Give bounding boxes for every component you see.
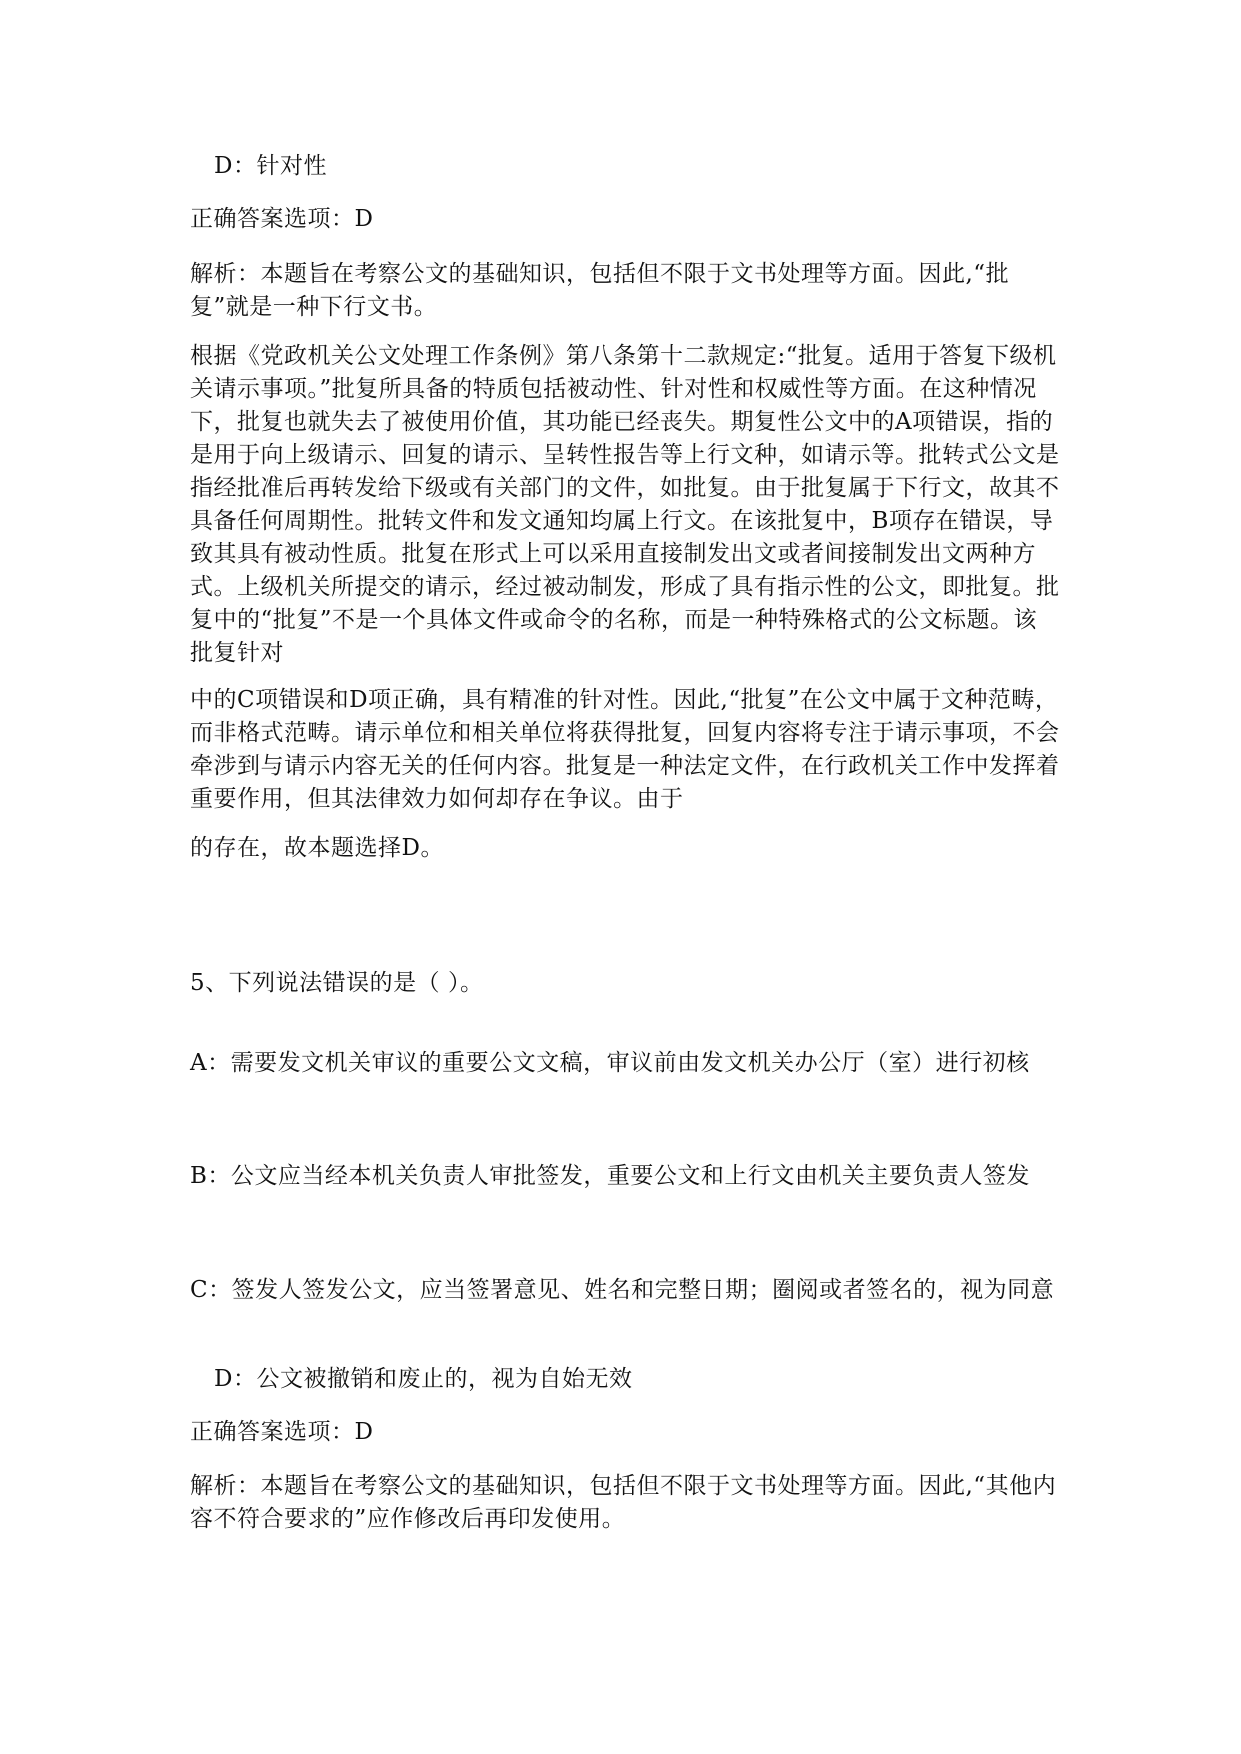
q4-option-d: D：针对性 <box>214 153 327 179</box>
q4-answer: 正确答案选项：D <box>190 206 374 232</box>
q5-answer: 正确答案选项：D <box>190 1419 374 1445</box>
q5-analysis-1: 解析：本题旨在考察公文的基础知识，包括但不限于文书处理等方面。因此,“其他内容不符合要求的”应作修改后再印发使用。 <box>190 1473 1057 1532</box>
q5-question: 5、下列说法错误的是（ ）。 <box>190 970 484 996</box>
q5-option-a: A：需要发文机关审议的重要公文文稿，审议前由发文机关办公厅（室）进行初核 <box>190 1050 1030 1076</box>
q4-analysis-2: 根据《党政机关公文处理工作条例》第八条第十二款规定:“批复。适用于答复下级机关请示事项。”批复所具备的特质包括被动性、针对性和权威性等方面。在这种情况下，批复也就失去了被使用价值，其功能已经丧失。期复性公文中的A项错误，指的是用于向上级请示、回复的请示、呈转性报告等上行文种，如请示等。批转式公文是指经批准后再转发给下级或有关部门的文件，如批复。由于批复属于下行文，故其不具备任何周期性。批转文件和发文通知均属上行文。在该批复中，B项存在错误，导致其具有被动性质。批复在形式上可以采用直接制发出文或者间接制发出文两种方式。上级机关所提交的请示，经过被动制发，形成了具有指示性的公文，即批复。批复中的“批复”不是一个具体文件或命令的名称，而是一种特殊格式的公文标题。该批复针对 <box>190 343 1060 666</box>
q4-analysis-3: 中的C项错误和D项正确，具有精准的针对性。因此,“批复”在公文中属于文种范畴，而非格式范畴。请示单位和相关单位将获得批复，回复内容将专注于请示事项，不会牵涉到与请示内容无关的任何内容。批复是一种法定文件，在行政机关工作中发挥着重要作用，但其法律效力如何却存在争议。由于 <box>190 687 1060 812</box>
q5-option-c: C：签发人签发公文，应当签署意见、姓名和完整日期；圈阅或者签名的，视为同意 <box>190 1277 1055 1303</box>
q4-analysis-1: 解析：本题旨在考察公文的基础知识，包括但不限于文书处理等方面。因此,“批复”就是一种下行文书。 <box>190 261 1010 320</box>
q5-option-b: B：公文应当经本机关负责人审批签发，重要公文和上行文由机关主要负责人签发 <box>190 1163 1030 1189</box>
q5-option-d: D：公文被撤销和废止的，视为自始无效 <box>214 1366 633 1392</box>
q4-analysis-4: 的存在，故本题选择D。 <box>190 835 444 861</box>
